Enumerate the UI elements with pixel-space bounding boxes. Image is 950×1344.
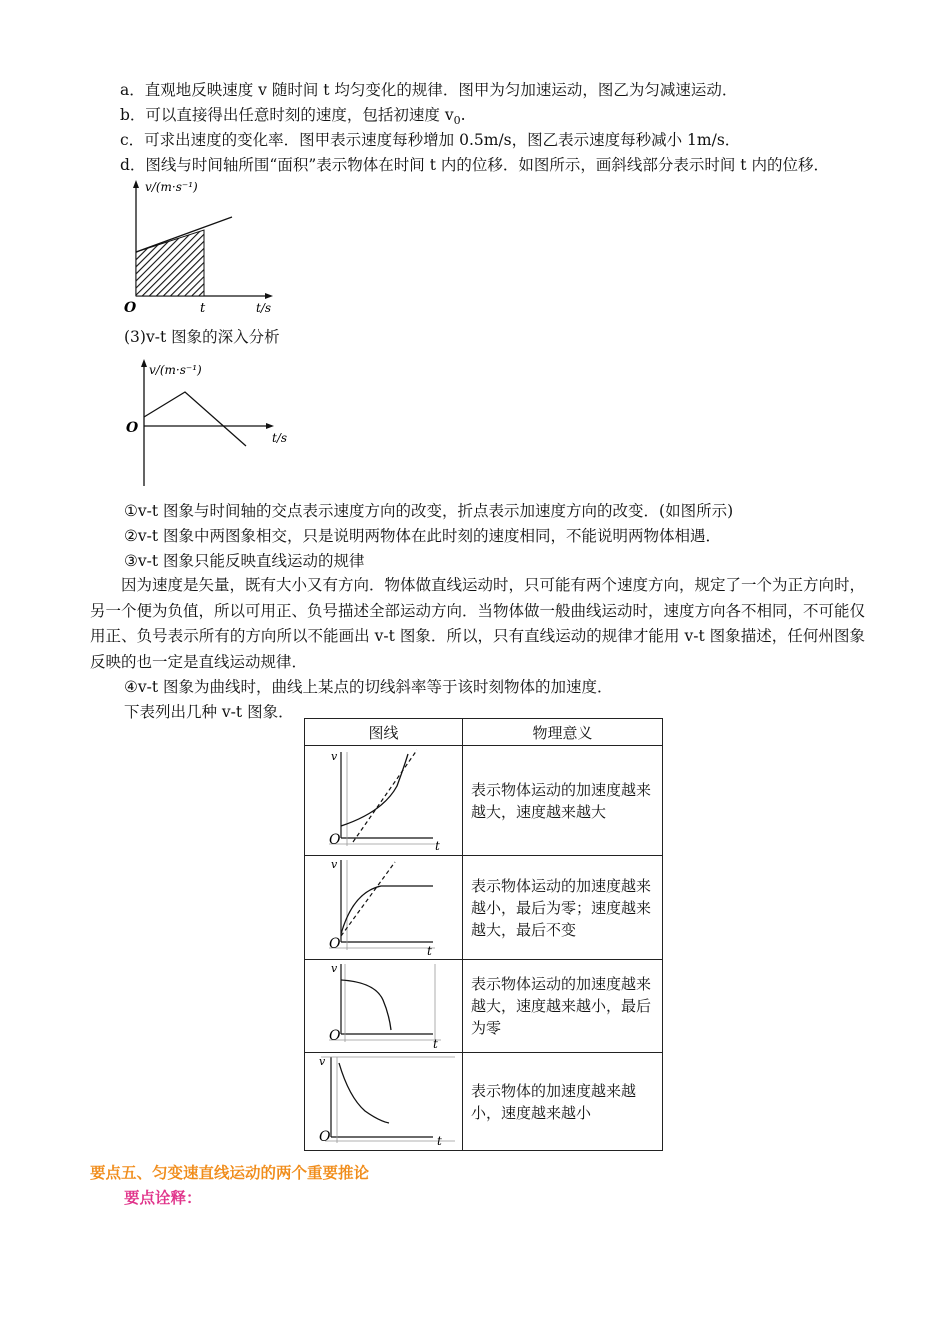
item-b-text: b．可以直接得出任意时刻的速度，包括初速度 v	[120, 106, 454, 124]
t-label: t	[433, 1037, 438, 1048]
table-row	[305, 746, 663, 856]
table-header-row	[305, 719, 663, 746]
section-3-title: (3)v-t 图象的深入分析	[124, 328, 280, 346]
graph-decreasing-acceleration	[305, 856, 462, 955]
o-label: O	[329, 1028, 341, 1044]
point-1: ①v-t 图象与时间轴的交点表示速度方向的改变，折点表示加速度方向的改变．(如图所示)	[124, 502, 734, 520]
o-label: O	[329, 832, 341, 848]
figure-area-under-vt	[118, 178, 288, 320]
item-b-subscript: 0	[453, 114, 461, 128]
item-a: a．直观地反映速度 v 随时间 t 均匀变化的规律．图甲为匀加速运动，图乙为匀减速运动．	[120, 81, 738, 99]
key-points-subheading: 要点诠释：	[124, 1189, 202, 1207]
x-axis-arrow-icon	[265, 293, 273, 299]
graph-cell	[305, 1053, 463, 1151]
point-4: ④v-t 图象为曲线时，曲线上某点的切线斜率等于该时刻物体的加速度．	[124, 678, 613, 696]
v-label: v	[331, 962, 338, 975]
v-label: v	[319, 1055, 326, 1068]
velocity-line	[144, 392, 246, 446]
o-label: O	[329, 936, 341, 952]
item-b-end: .	[460, 106, 466, 124]
origin-label: O	[124, 300, 137, 316]
t-tick-label: t	[200, 301, 206, 316]
graph-accelerating-increasing	[305, 746, 462, 851]
y-axis-label: v/(m·s⁻¹)	[145, 180, 198, 194]
x-axis-label: t/s	[256, 301, 272, 315]
v-label: v	[331, 858, 338, 871]
o-label: O	[319, 1129, 331, 1145]
graph-decelerating-to-zero	[305, 960, 462, 1048]
t-label: t	[435, 839, 440, 851]
y-axis-arrow-icon	[141, 359, 147, 367]
item-c: c．可求出速度的变化率．图甲表示速度每秒增加 0.5m/s，图乙表示速度每秒减小 1m/s．	[120, 131, 741, 149]
graph-decelerating-decreasing	[305, 1053, 462, 1146]
meaning-cell: 表示物体的加速度越来越小，速度越来越小	[463, 1053, 663, 1151]
table-intro: 下表列出几种 v-t 图象．	[124, 703, 294, 721]
t-label: t	[437, 1134, 442, 1146]
point-3: ③v-t 图象只能反映直线运动的规律	[124, 552, 365, 570]
y-axis-label: v/(m·s⁻¹)	[149, 363, 202, 377]
table-row	[305, 1053, 663, 1151]
x-axis-arrow-icon	[266, 423, 274, 429]
graph-cell	[305, 746, 463, 856]
graph-cell	[305, 856, 463, 960]
item-b	[120, 105, 466, 131]
origin-label: O	[126, 420, 139, 436]
x-axis-label: t/s	[272, 431, 288, 445]
header-graph: 图线	[305, 719, 463, 746]
meaning-cell: 表示物体运动的加速度越来越大，速度越来越小，最后为零	[463, 960, 663, 1053]
item-d: d．图线与时间轴所围“面积”表示物体在时间 t 内的位移．如图所示，画斜线部分表示时间 t 内的位移．	[120, 156, 829, 174]
graph-cell	[305, 960, 463, 1053]
section-5-heading: 要点五、匀变速直线运动的两个重要推论	[90, 1164, 370, 1182]
vt-graph-table	[304, 718, 663, 1151]
figure-turning-point-vt	[118, 356, 298, 490]
table-row	[305, 856, 663, 960]
meaning-cell: 表示物体运动的加速度越来越小，最后为零；速度越来越大，最后不变	[463, 856, 663, 960]
v-label: v	[331, 750, 338, 763]
t-label: t	[427, 944, 432, 955]
explanation-paragraph: 因为速度是矢量，既有大小又有方向．物体做直线运动时，只可能有两个速度方向，规定了一个为正方向时，另一个便为负值，所以可用正、负号描述全部运动方向．当物体做一般曲线运动时，速度方向各不相同，不可能仅用正、负号表示所有的方向所以不能画出 v-t 图象．所以，只有直线运动的规律才能用 v-t 图象描述，任何州图象反映的也一定是直线运动规律．	[90, 576, 866, 671]
meaning-cell: 表示物体运动的加速度越来越大，速度越来越大	[463, 746, 663, 856]
table-row	[305, 960, 663, 1053]
header-meaning: 物理意义	[463, 719, 663, 746]
y-axis-arrow-icon	[133, 180, 139, 188]
point-2: ②v-t 图象中两图象相交，只是说明两物体在此时刻的速度相同，不能说明两物体相遇．	[124, 527, 722, 545]
